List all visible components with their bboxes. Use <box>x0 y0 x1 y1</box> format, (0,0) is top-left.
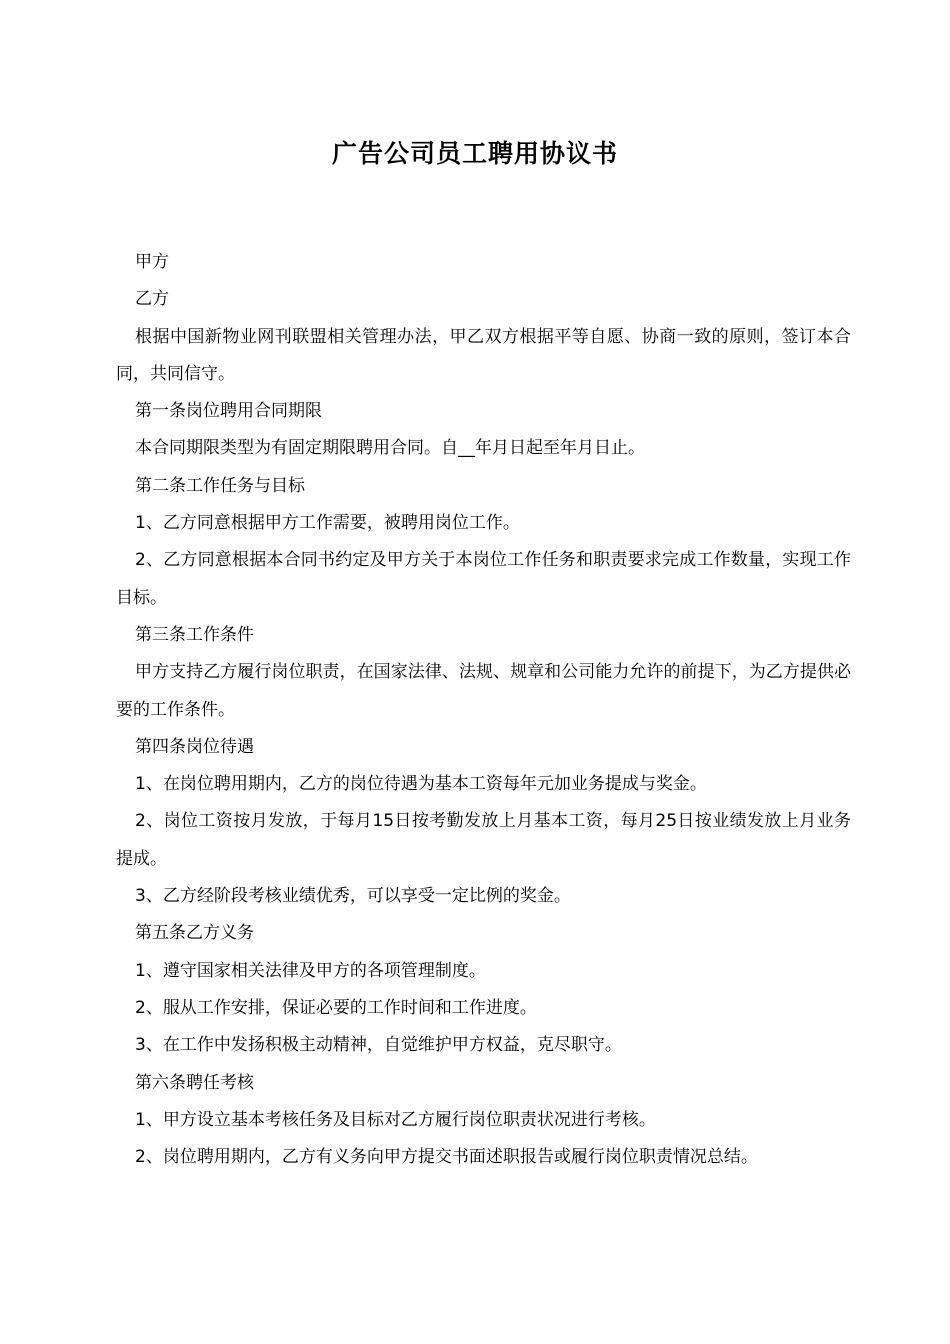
article-5-item-1: 1、遵守国家相关法律及甲方的各项管理制度。 <box>135 960 486 981</box>
preamble-paragraph: 根据中国新物业网刊联盟相关管理办法，甲乙双方根据平等自愿、协商一致的原则，签订本合同，共同信守。 <box>116 326 851 384</box>
article-6-item-1: 1、甲方设立基本考核任务及目标对乙方履行岗位职责状况进行考核。 <box>135 1109 656 1130</box>
document-title: 广告公司员工聘用协议书 <box>331 139 618 168</box>
article-3-heading: 第三条工作条件 <box>135 624 254 645</box>
article-5-item-3: 3、在工作中发扬积极主动精神，自觉维护甲方权益，克尽职守。 <box>135 1035 622 1056</box>
article-4-item-1: 1、在岗位聘用期内，乙方的岗位待遇为基本工资每年元加业务提成与奖金。 <box>135 774 707 795</box>
article-2-item-1: 1、乙方同意根据甲方工作需要，被聘用岗位工作。 <box>135 513 520 534</box>
article-1-body: 本合同期限类型为有固定期限聘用合同。自__年月日起至年月日止。 <box>135 438 645 459</box>
article-4-item-3: 3、乙方经阶段考核业绩优秀，可以享受一定比例的奖金。 <box>135 886 571 907</box>
party-a-line: 甲方 <box>135 252 169 272</box>
document-body <box>116 244 851 1176</box>
article-6-heading: 第六条聘任考核 <box>135 1072 254 1093</box>
article-1-heading: 第一条岗位聘用合同期限 <box>135 401 322 422</box>
article-5-item-2: 2、服从工作安排，保证必要的工作时间和工作进度。 <box>135 997 537 1018</box>
article-4-heading: 第四条岗位待遇 <box>135 736 254 757</box>
article-2-heading: 第二条工作任务与目标 <box>135 475 305 496</box>
article-2-item-2: 2、乙方同意根据本合同书约定及甲方关于本岗位工作任务和职责要求完成工作数量，实现工作目标。 <box>116 550 851 608</box>
article-3-body: 甲方支持乙方履行岗位职责，在国家法律、法规、规章和公司能力允许的前提下，为乙方提供必要的工作条件。 <box>116 662 851 720</box>
article-4-item-2: 2、岗位工资按月发放，于每月15日按考勤发放上月基本工资，每月25日按业绩发放上月业务提成。 <box>116 811 851 869</box>
article-5-heading: 第五条乙方义务 <box>135 923 254 944</box>
party-b-line: 乙方 <box>135 289 169 310</box>
article-6-item-2: 2、岗位聘用期内，乙方有义务向甲方提交书面述职报告或履行岗位职责情况总结。 <box>135 1147 758 1168</box>
